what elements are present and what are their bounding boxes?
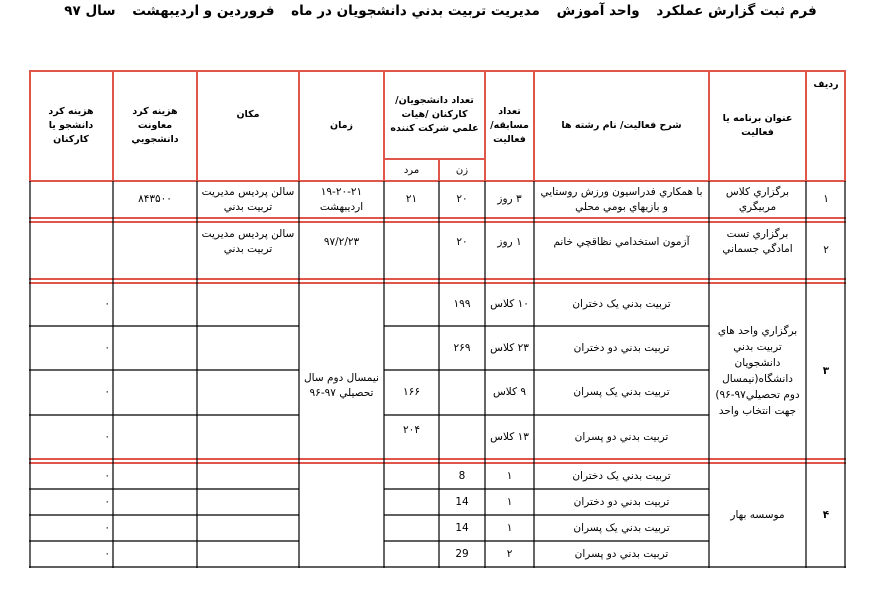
row1-place: سالن پرديس مديريت تربيت بدني [201, 185, 295, 213]
group4-row3-female: 14 [455, 521, 469, 534]
group4-row2-count: ۱ [506, 495, 513, 508]
group3-row1-cost-student: ۰ [104, 298, 110, 310]
group4-no: ۴ [822, 508, 830, 521]
header-description: شرح فعاليت/ نام رشته ها [561, 119, 682, 131]
group3-row1-female: ۱۹۹ [453, 298, 471, 310]
title-part-department: مديريت تربيت بدني دانشجويان در ماه [291, 3, 540, 19]
row2-description: آزمون استخدامي نظاقچي خانم [553, 235, 690, 248]
row2-female: ۲۰ [456, 235, 468, 248]
group3-row4-female [439, 415, 485, 459]
row1-count: ۳ روز [497, 193, 522, 205]
header-male: مرد [403, 164, 420, 176]
row1-cost-deputy: ۸۴۳۵۰۰ [138, 193, 172, 205]
header-count: تعداد مسابقه/ فعاليت [490, 105, 529, 145]
row1-male: ۲۱ [405, 193, 418, 205]
row2-place: سالن پرديس مديريت تربيت بدني [201, 228, 295, 255]
group3-row1-description: تربيت بدني يک دختران [572, 298, 671, 310]
header-time: زمان [329, 119, 354, 131]
group3-row2-cost-student: ۰ [104, 341, 110, 354]
group4-row4-male [384, 541, 439, 567]
group4-row1-cost-student: ۰ [104, 469, 110, 482]
group4-row2-male [384, 489, 439, 515]
group3-row3-cost-student: ۰ [104, 386, 110, 398]
group4-program: موسسه بهار [730, 508, 785, 521]
group4-row3-male [384, 515, 439, 541]
group4-row1-male [384, 463, 439, 489]
row2-no: ۲ [823, 244, 829, 256]
row2-time: ۹۷/۲/۲۳ [323, 235, 360, 248]
row1-cost-student [29, 181, 113, 218]
row2-cost-student [29, 222, 113, 262]
group3-row4-count: ۱۳ کلاس [490, 430, 529, 443]
group4-row3-cost-student: ۰ [104, 521, 110, 534]
row1-time: ۱۹-۲۰-۲۱ ارديبهشت [319, 185, 364, 213]
group4-row4-description: تربيت بدني دو پسران [574, 547, 669, 560]
row1-female: ۲۰ [456, 193, 468, 205]
group3-row4-cost-student: ۰ [104, 430, 110, 443]
title-part-unit: واحد آموزش [556, 3, 640, 19]
header-program: عنوان برنامه يا فعاليت [722, 112, 793, 138]
group4-row1-count: ۱ [506, 469, 513, 482]
row1-program: برگزاري کلاس مربيگري [725, 185, 790, 213]
group3-row1-count: ۱۰ کلاس [490, 298, 529, 310]
group3-time: نيمسال دوم سال تحصيلي ۹۷-۹۶ [304, 372, 379, 399]
group4-row1-description: تربيت بدني يک دختران [572, 469, 671, 482]
group3-row2-male [384, 326, 439, 370]
group4-row3-count: ۱ [506, 521, 513, 534]
group3-program: برگزاري واحد هاي تربيت بدني دانشجويان دانشگاه(نيمسال دوم تحصيلي۹۷-۹۶) جهت انتخاب واحد [715, 325, 800, 417]
title-part-form: فرم ثبت گزارش عملکرد [656, 3, 817, 19]
report-table [29, 70, 846, 568]
title-part-months: فروردين و ارديبهشت [132, 3, 275, 19]
group3-row4-description: تربيت بدني دو پسران [574, 430, 669, 443]
group3-row2-description: تربيت بدني دو دختران [573, 341, 670, 354]
group4-row4-cost-student: ۰ [104, 547, 110, 560]
group3-row3-count: ۹ کلاس [492, 386, 527, 398]
group4-row1-female: 8 [458, 469, 466, 482]
header-participants: تعداد دانشجويان/ کارکنان /هيات علمي شرکت کننده [390, 94, 479, 134]
row2-program: برگزاري تست امادگي جسماني [722, 228, 793, 255]
row2-cost-deputy [113, 222, 197, 262]
group4-row2-female: 14 [455, 495, 469, 508]
group3-row3-female [439, 370, 485, 415]
group3-row2-count: ۲۳ کلاس [490, 341, 529, 354]
row1-description: با همکاري فدراسيون ورزش روستايي و بازيهاي بومي محلي [540, 185, 703, 213]
group3-row3-description: تربيت بدني يک پسران [573, 386, 670, 398]
group4-row4-count: ۲ [506, 547, 513, 560]
group3-row2-female: ۲۶۹ [453, 341, 471, 354]
page-title [0, 3, 881, 19]
group3-row4-male: ۲۰۴ [403, 424, 420, 436]
group4-row3-description: تربيت بدني يک پسران [573, 521, 670, 534]
row2-male [384, 222, 439, 262]
row1-no: ۱ [823, 193, 829, 205]
row2-count: ۱ روز [497, 235, 522, 248]
header-cost-student: هزينه کرد دانشجو يا کارکنان [48, 105, 94, 145]
group3-no: ۳ [822, 364, 830, 377]
group4-row2-description: تربيت بدني دو دختران [573, 495, 670, 508]
group3-row1-male [384, 283, 439, 326]
title-part-year: سال ۹۷ [64, 3, 116, 19]
header-female: زن [455, 164, 469, 176]
group4-row4-female: 29 [455, 547, 469, 560]
group4-row2-cost-student: ۰ [104, 495, 110, 508]
group3-row3-male: ۱۶۶ [403, 386, 420, 398]
header-row-no: رديف [813, 79, 839, 90]
header-place: مکان [236, 109, 260, 120]
header-cost-deputy: هزينه کرد معاونت دانشجويي [131, 105, 179, 145]
